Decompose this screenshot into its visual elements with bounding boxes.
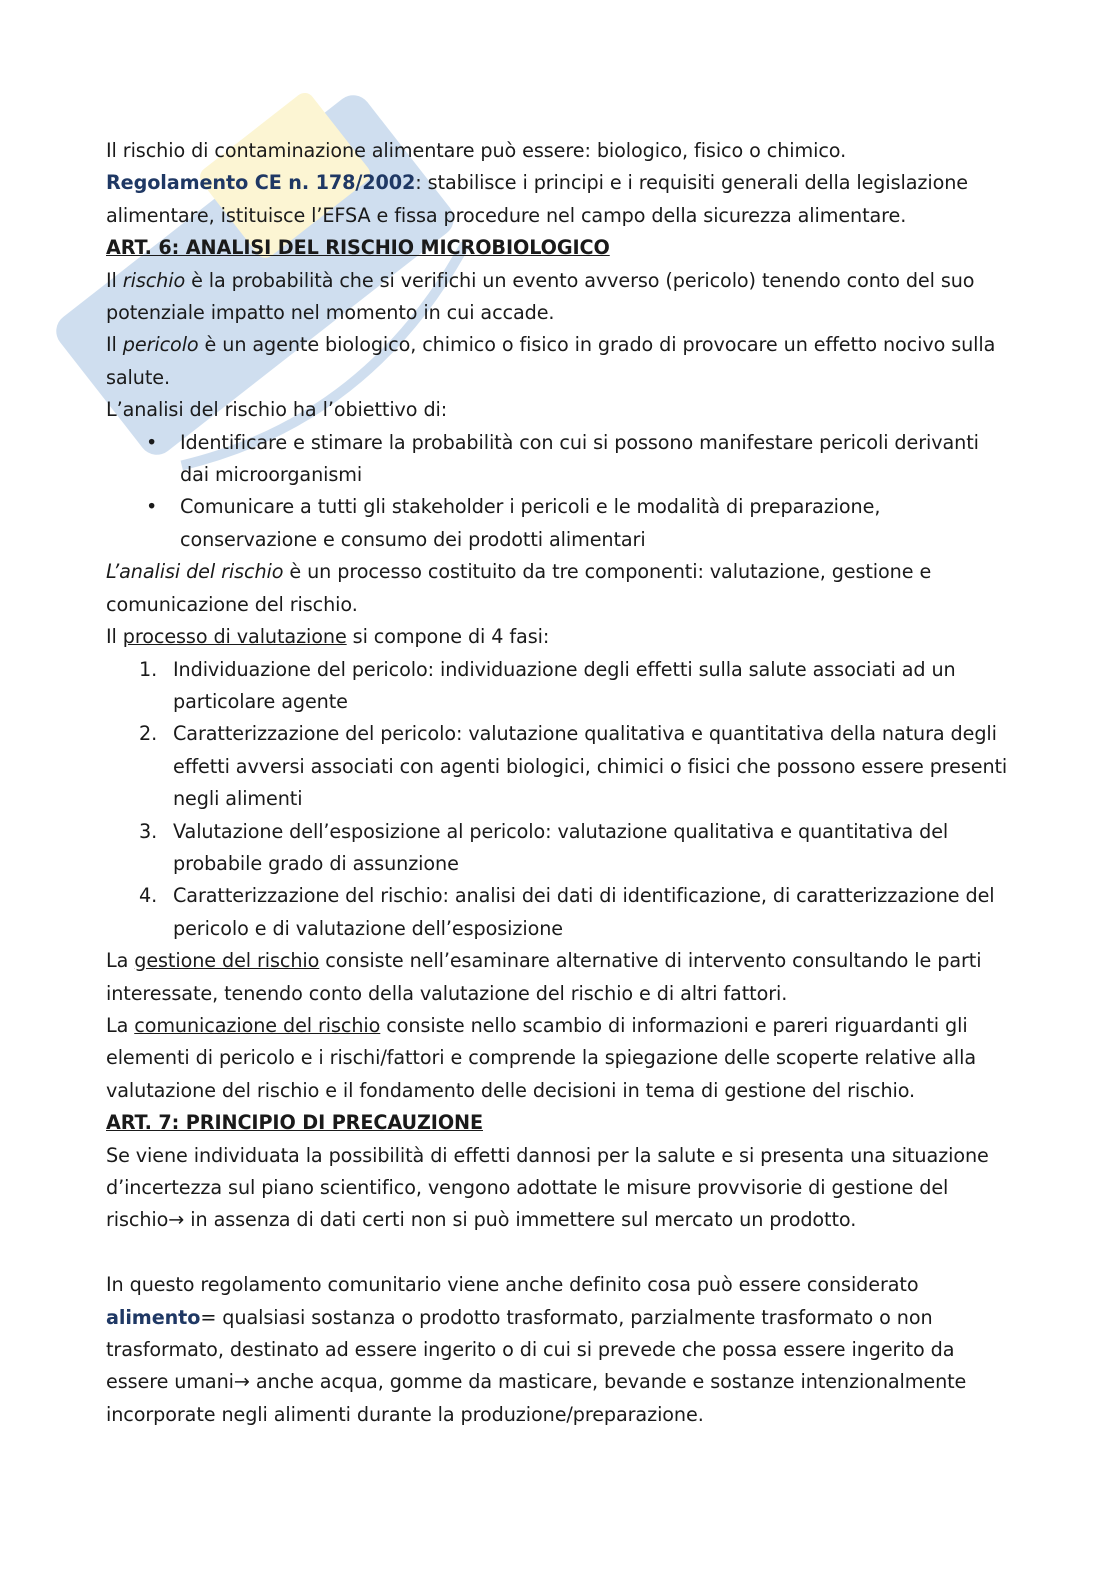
regulation-description: : stabilisce i principi e i requisiti generali della legislazione alimentare, istituisce l’EFSA e fissa procedure nel campo della sicurezza alimentare. [106,171,968,227]
analysis-definition [106,556,1011,621]
objective-intro: L’analisi del rischio ha l’obiettivo di: [106,398,448,422]
process-intro [106,621,1011,653]
rischio-definition [106,265,1011,330]
term-analisi: L’analisi del rischio [106,560,284,584]
list-item-text: Individuazione del pericolo: individuazione degli effetti sulla salute associati ad un particolare agente [173,657,956,713]
text-span: è la probabilità che si verifichi un evento avverso (pericolo) tenendo conto del suo potenziale impatto nel momento in cui accade. [106,268,975,325]
term-pericolo: pericolo [122,333,199,357]
term-gestione: gestione del rischio [134,949,320,973]
document-body [106,135,1011,1431]
text-span: = qualsiasi sostanza o prodotto trasformato, parzialmente trasformato o non trasformato, destinato ad essere ingerito o di cui si prevede che possa essere ingerito da essere umani→ anche acqua, gomme da masticare, bevande e sostanze intenzionalmente incorporate negli alimenti durante la produzione/preparazione. [106,1305,967,1426]
term-processo: processo di valutazione [122,625,347,649]
text-span: In questo regolamento comunitario viene anche definito cosa può essere considerato [106,1273,919,1297]
term-comunicazione: comunicazione del rischio [134,1013,381,1037]
text-span: è un agente biologico, chimico o fisico in grado di provocare un effetto nocivo sulla salute. [106,333,996,389]
text-span: consiste nello scambio di informazioni e pareri riguardanti gli elementi di pericolo e i rischi/fattori e comprende la spiegazione delle scoperte relative alla valutazione del rischio e il fondamento delle decisioni in tema di gestione del rischio. [106,1013,977,1102]
text-span: Il [106,268,123,292]
text-span: Il [106,333,123,357]
intro-paragraph: Il rischio di contaminazione alimentare può essere: biologico, fisico o chimico. [106,139,847,162]
term-rischio: rischio [122,268,186,292]
list-item [139,880,1011,945]
list-item: • Comunicare a tutti gli stakeholder i pericoli e le modalità di preparazione, conservazione e consumo dei prodotti alimentari [180,491,1011,556]
spacer [106,1237,1011,1269]
text-span: La [106,1013,135,1037]
list-number: 1. [139,657,158,681]
list-item-text: Valutazione dell’esposizione al pericolo: valutazione qualitativa e quantitativa del probabile grado di assunzione [173,819,949,875]
art6-heading: ART. 6: ANALISI DEL RISCHIO MICROBIOLOGICO [106,236,610,260]
list-item [139,654,1011,719]
communication-paragraph [106,1010,1011,1107]
precaution-paragraph: Se viene individuata la possibilità di effetti dannosi per la salute e si presenta una situazione d’incertezza sul piano scientifico, vengono adottate le misure provvisorie di gestione del rischio→ in assenza di dati certi non si può immettere sul mercato un prodotto. [106,1143,989,1232]
text-span: La [106,949,135,973]
list-number: 3. [139,819,158,843]
objective-list [106,427,1011,557]
regulation-title: Regolamento CE n. 178/2002 [106,171,416,195]
pericolo-definition [106,329,1011,394]
art7-heading: ART. 7: PRINCIPIO DI PRECAUZIONE [106,1111,483,1135]
food-definition-paragraph [106,1269,1011,1431]
list-number: 2. [139,722,158,746]
text-span: è un processo costituito da tre componenti: valutazione, gestione e comunicazione del rischio. [106,560,932,616]
regulation-paragraph [106,167,1011,232]
text-span: consiste nell’esaminare alternative di intervento consultando le parti interessate, tenendo conto della valutazione del rischio e di altri fattori. [106,949,982,1005]
list-item: • Identificare e stimare la probabilità con cui si possono manifestare pericoli derivanti dai microorganismi [180,427,1011,492]
list-item [139,718,1011,815]
list-item-text: Caratterizzazione del rischio: analisi dei dati di identificazione, di caratterizzazione del pericolo e di valutazione dell’esposizione [173,884,995,940]
list-number: 4. [139,884,158,908]
list-item-text: Caratterizzazione del pericolo: valutazione qualitativa e quantitativa della natura degli effetti avversi associati con agenti biologici, chimici o fisici che possono essere presenti negli alimenti [173,722,1008,811]
text-span: si compone di 4 fasi: [346,625,550,649]
text-span: Il [106,625,123,649]
list-item [139,816,1011,881]
phases-list [106,654,1011,946]
term-alimento: alimento [106,1305,201,1329]
management-paragraph [106,945,1011,1010]
